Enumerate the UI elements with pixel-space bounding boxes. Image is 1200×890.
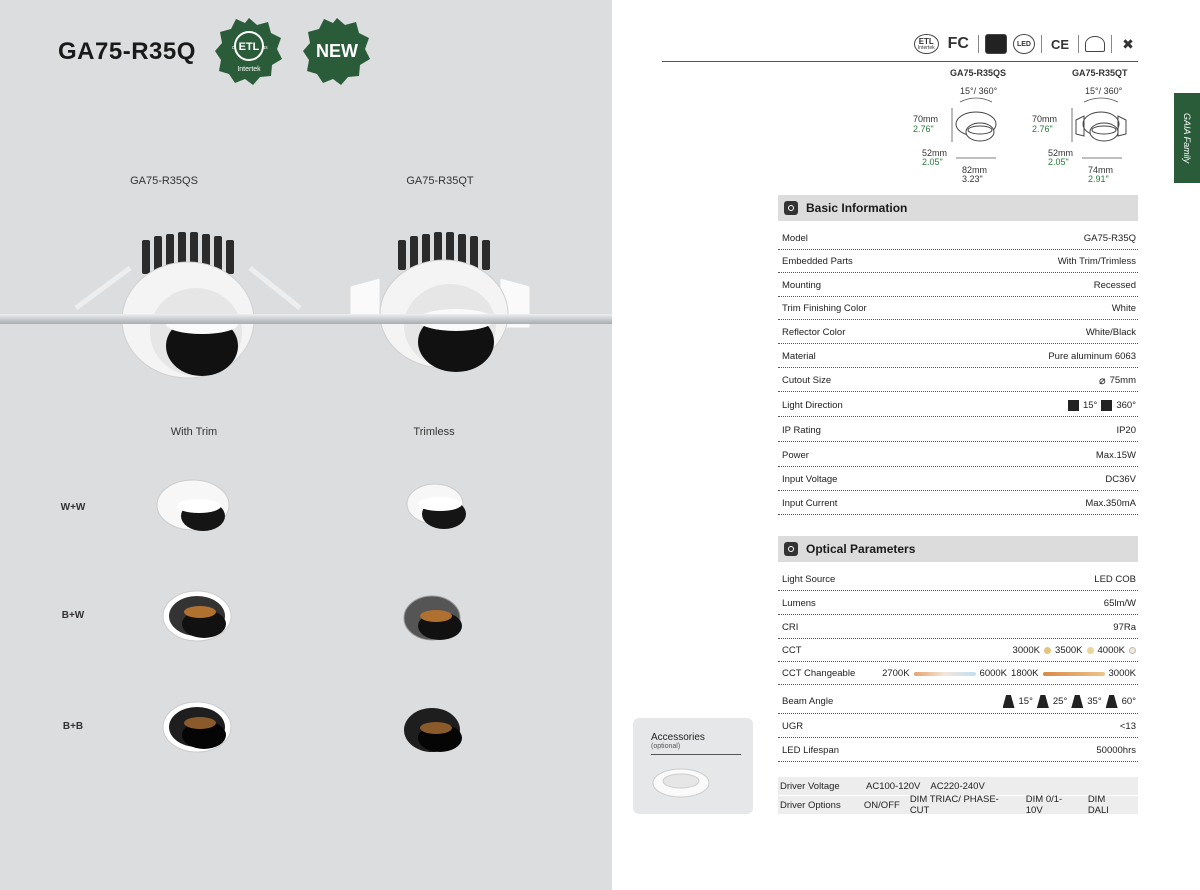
dim-qt-width-in: 2.91" <box>1088 174 1109 184</box>
dim-qs-angle: 15°/ 360° <box>960 86 998 96</box>
dimmable-icon <box>985 34 1007 54</box>
product-qt-image <box>340 228 540 388</box>
basic-info-title: Basic Information <box>806 201 908 215</box>
optical-title: Optical Parameters <box>806 542 916 556</box>
spec-row-current: Input Current Max.350mA <box>778 493 1138 515</box>
spec-row-voltage: Input Voltage DC36V <box>778 469 1138 491</box>
cert-divider <box>978 35 979 53</box>
spec-row-mounting: Mounting Recessed <box>778 275 1138 297</box>
driver-options-row: Driver Options ON/OFF DIM TRIAC/ PHASE-CUT DIM 0/1-10V DIM DALI <box>778 796 1138 814</box>
new-badge <box>302 16 372 86</box>
accessories-subtitle: (optional) <box>651 743 681 750</box>
spec-row-light-source: Light Source LED COB <box>778 569 1138 591</box>
lamp-bb-trim <box>162 701 234 757</box>
ce-cert-icon: CE <box>1050 36 1069 52</box>
driver-voltage-row: Driver Voltage AC100-120V AC220-240V <box>778 777 1138 795</box>
model-title: GA75-R35Q <box>58 38 196 65</box>
sun-icon <box>784 542 798 556</box>
svg-text:Intertek: Intertek <box>237 66 261 73</box>
finish-ww-label: W+W <box>60 502 86 513</box>
spec-row-light-direction: Light Direction 15° 360° <box>778 395 1138 417</box>
indoor-use-icon <box>1085 36 1105 52</box>
etl-badge <box>214 16 284 86</box>
accessories-card <box>633 718 753 814</box>
svg-text:NEW: NEW <box>316 41 358 61</box>
basic-info-header <box>778 195 1138 221</box>
dim-qt-width-mm: 74mm <box>1088 165 1114 175</box>
trimless-label: Trimless <box>413 426 455 438</box>
beam-25-icon <box>1037 695 1049 708</box>
tilt-icon <box>1068 400 1079 411</box>
product-qs-image <box>70 228 310 388</box>
finish-bw-label: B+W <box>61 610 85 621</box>
cct-3500-swatch <box>1087 647 1094 654</box>
ceiling-line <box>0 314 612 324</box>
spec-row-power: Power Max.15W <box>778 445 1138 467</box>
dim-qs-title: GA75-R35QS <box>950 68 1007 78</box>
svg-text:us: us <box>262 45 268 51</box>
svg-text:c: c <box>231 45 235 51</box>
svg-text:ETL: ETL <box>238 41 260 53</box>
led-icon: LED <box>1013 34 1035 54</box>
dim-qs-height-mm: 70mm <box>913 114 939 124</box>
spec-row-lumens: Lumens 65lm/W <box>778 593 1138 615</box>
spec-row-reflector: Reflector Color White/Black <box>778 322 1138 344</box>
spec-row-cutout: Cutout Size ⌀ 75mm <box>778 370 1138 392</box>
dim-qt-height-mm: 70mm <box>1032 114 1058 124</box>
dim-qt-depth-mm: 52mm <box>1048 148 1074 158</box>
spec-row-cri: CRI 97Ra <box>778 617 1138 639</box>
gear-icon <box>784 201 798 215</box>
cct-4000-swatch <box>1129 647 1136 654</box>
dim-qs-width-mm: 82mm <box>962 165 988 175</box>
dim-qt-depth-in: 2.05" <box>1048 157 1069 167</box>
spec-row-beam: Beam Angle 15° 25° 35° 60° <box>778 690 1138 714</box>
spec-row-ugr: UGR <13 <box>778 716 1138 738</box>
variant-qt-label: GA75-R35QT <box>406 175 474 187</box>
accessories-rule <box>651 754 741 755</box>
spec-row-embedded: Embedded Parts With Trim/Trimless <box>778 251 1138 273</box>
certification-row <box>914 34 1138 54</box>
header-rule <box>662 61 1138 62</box>
dim-qs-depth-mm: 52mm <box>922 148 948 158</box>
spec-row-material: Material Pure aluminum 6063 <box>778 346 1138 368</box>
with-trim-label: With Trim <box>170 426 218 438</box>
beam-60-icon <box>1106 695 1118 708</box>
cert-divider <box>1078 35 1079 53</box>
dim-qt-angle: 15°/ 360° <box>1085 86 1123 96</box>
variant-qs-label: GA75-R35QS <box>130 175 198 187</box>
lamp-bw-trim <box>162 590 234 646</box>
spec-row-ip: IP Rating IP20 <box>778 420 1138 442</box>
fc-cert-icon: FC <box>947 35 969 52</box>
dim-qs-diagram <box>946 94 1006 162</box>
spec-row-cct: CCT 3000K 3500K 4000K <box>778 640 1138 662</box>
optical-header <box>778 536 1138 562</box>
beam-15-icon <box>1003 695 1015 708</box>
rotate-icon <box>1101 400 1112 411</box>
accessory-ring-image <box>651 765 717 801</box>
dim-qs-width-in: 3.23" <box>962 174 983 184</box>
dim-qt-diagram <box>1068 94 1134 162</box>
etl-cert-icon: ETL Intertek <box>914 34 939 54</box>
cct-range-a-bar <box>914 672 976 676</box>
spec-row-trim-color: Trim Finishing Color White <box>778 298 1138 320</box>
cert-divider <box>1111 35 1112 53</box>
weee-bin-icon: ✖ <box>1122 35 1134 52</box>
dim-qs-depth-in: 2.05" <box>922 157 943 167</box>
spec-row-cct-changeable: CCT Changeable 2700K 6000K 1800K 3000K <box>778 663 1138 685</box>
lamp-bb-trimless <box>402 706 466 758</box>
lamp-ww-trim <box>155 478 235 538</box>
cutout-icon: ⌀ <box>1098 375 1106 387</box>
beam-35-icon <box>1071 695 1083 708</box>
cct-3000-swatch <box>1044 647 1051 654</box>
lamp-bw-trimless <box>402 594 466 646</box>
cert-divider <box>1041 35 1042 53</box>
side-tab: GAIA Family <box>1174 93 1200 183</box>
spec-row-model: Model GA75-R35Q <box>778 228 1138 250</box>
cct-range-b-bar <box>1043 672 1105 676</box>
accessories-title: Accessories <box>651 732 705 743</box>
finish-bb-label: B+B <box>62 721 84 732</box>
lamp-ww-trimless <box>402 480 472 536</box>
dim-qs-height-in: 2.76" <box>913 124 934 134</box>
dim-qt-title: GA75-R35QT <box>1072 68 1128 78</box>
dim-qt-height-in: 2.76" <box>1032 124 1053 134</box>
spec-row-lifespan: LED Lifespan 50000hrs <box>778 740 1138 762</box>
